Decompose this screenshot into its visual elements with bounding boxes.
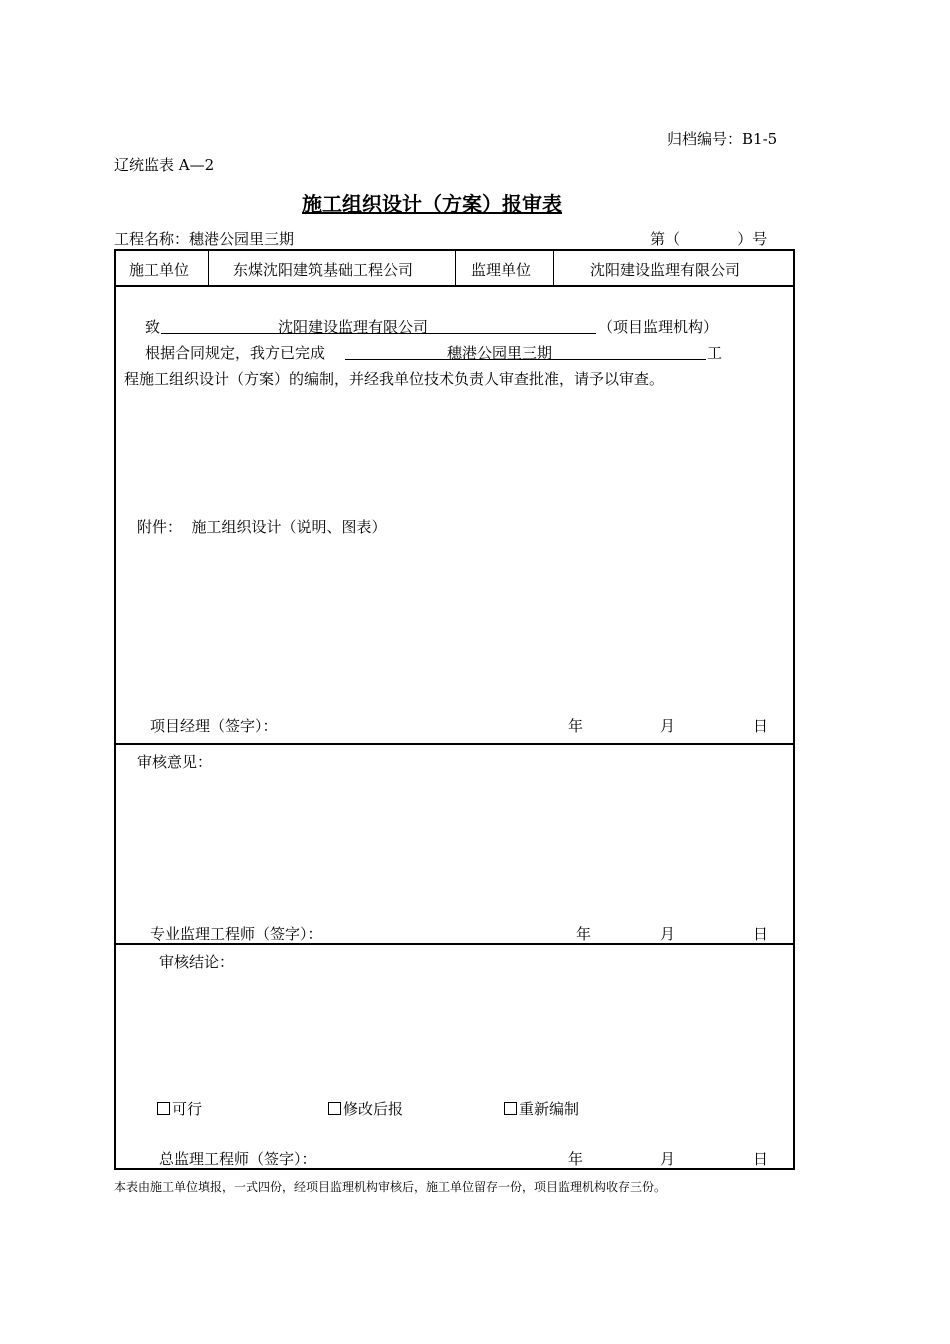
checkbox-icon[interactable] (328, 1102, 341, 1115)
pm-date-month: 月 (660, 717, 676, 735)
letter-line-2-suffix: 工 (707, 344, 723, 362)
checkbox-icon[interactable] (504, 1102, 517, 1115)
letter-project-name: 穗港公园里三期 (447, 344, 553, 362)
attachment-note: 附件： 施工组织设计（说明、图表） (137, 518, 387, 536)
construction-unit-value: 东煤沈阳建筑基础工程公司 (233, 261, 414, 279)
option-resubmit-after-revision[interactable]: 修改后报 (328, 1098, 403, 1119)
supervision-unit-label: 监理单位 (471, 261, 532, 279)
checkbox-icon[interactable] (157, 1102, 170, 1115)
form-code: 辽统监表 A—2 (114, 156, 215, 174)
project-name: 工程名称：穗港公园里三期 (114, 230, 295, 248)
supervision-unit-value: 沈阳建设监理有限公司 (590, 261, 741, 279)
pm-date-year: 年 (568, 717, 584, 735)
option-recompile[interactable]: 重新编制 (504, 1098, 579, 1119)
form-number: 第（ ）号 (650, 230, 768, 248)
chief-date-month: 月 (660, 1150, 676, 1168)
engineer-signature: 专业监理工程师（签字）： (150, 925, 323, 943)
to-prefix: 致 (145, 318, 161, 336)
engineer-date-year: 年 (576, 925, 592, 943)
to-suffix: （项目监理机构） (598, 318, 719, 336)
letter-line-2-prefix: 根据合同规定，我方已完成 (145, 344, 326, 362)
chief-date-day: 日 (753, 1150, 769, 1168)
page-title: 施工组织设计（方案）报审表 (302, 192, 562, 216)
option-feasible[interactable]: 可行 (157, 1098, 202, 1119)
engineer-date-month: 月 (660, 925, 676, 943)
archive-number: 归档编号：B1-5 (667, 130, 778, 148)
review-opinion-label: 审核意见： (137, 753, 213, 771)
engineer-date-day: 日 (753, 925, 769, 943)
conclusion-label: 审核结论： (159, 953, 235, 971)
chief-engineer-signature: 总监理工程师（签字）： (159, 1150, 317, 1168)
letter-line-3: 程施工组织设计（方案）的编制，并经我单位技术负责人审查批准，请予以审查。 (124, 370, 665, 388)
footer-note: 本表由施工单位填报，一式四份，经项目监理机构审核后，施工单位留存一份，项目监理机构收存三份。 (114, 1180, 667, 1194)
project-manager-signature: 项目经理（签字）： (150, 717, 278, 735)
to-recipient: 沈阳建设监理有限公司 (278, 318, 429, 336)
chief-date-year: 年 (568, 1150, 584, 1168)
pm-date-day: 日 (753, 717, 769, 735)
construction-unit-label: 施工单位 (129, 261, 190, 279)
